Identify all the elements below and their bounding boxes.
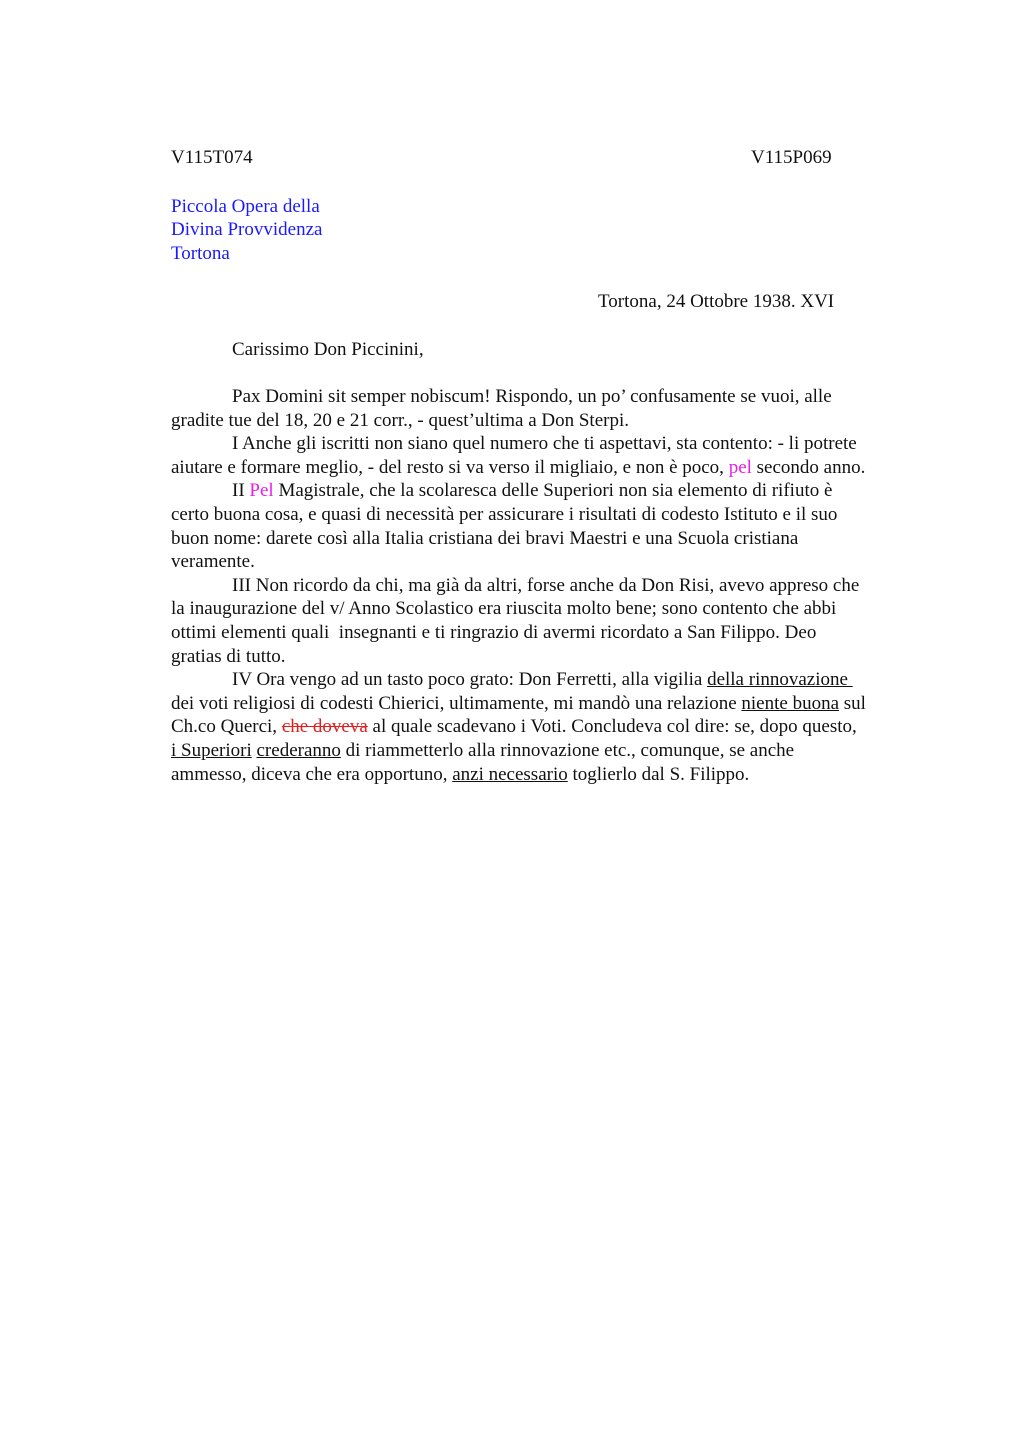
- body-line: Pax Domini sit semper nobiscum! Rispondo, un po’ confusamente se vuoi, alle: [232, 386, 832, 407]
- letterhead-line-1: Piccola Opera della: [171, 196, 320, 217]
- underlined-text: niente buona: [741, 692, 839, 714]
- body-text-segment: toglierlo dal S. Filippo.: [567, 763, 750, 785]
- body-line: III Non ricordo da chi, ma già da altri, forse anche da Don Risi, avevo appreso che: [232, 574, 860, 596]
- body-text-segment: IV Ora vengo ad un tasto poco grato: Don Ferretti, alla vigilia: [232, 669, 708, 691]
- dateline: Tortona, 24 Ottobre 1938. XVI: [598, 291, 835, 312]
- underlined-text: crederanno: [256, 739, 341, 761]
- body-line: I Anche gli iscritti non siano quel numero che ti aspettavi, sta contento: - li potrete: [232, 433, 857, 455]
- body-line: ottimi elementi quali insegnanti e ti ringrazio di avermi ricordato a San Filippo. Deo: [171, 621, 817, 643]
- underlined-text: della rinnovazione: [707, 669, 853, 691]
- body-line: [171, 763, 927, 787]
- underlined-text: i Superiori: [171, 739, 252, 761]
- body-line: veramente.: [171, 551, 255, 573]
- body-line: certo buona cosa, e quasi di necessità per assicurare i risultati di codesto Istituto e il suo: [171, 503, 838, 525]
- body-line: buon nome: darete così alla Italia cristiana dei bravi Maestri e una Scuola cristiana: [171, 527, 799, 549]
- salutation: Carissimo Don Piccinini,: [232, 339, 424, 360]
- body-text-segment: di riammetterlo alla rinnovazione etc., comunque, se anche: [340, 739, 795, 761]
- body-text-segment: Magistrale, che la scolaresca delle Superiori non sia elemento di rifiuto è: [273, 480, 833, 502]
- document-code-left: V115T074: [171, 147, 253, 168]
- body-text-segment: secondo anno.: [751, 456, 866, 478]
- letterhead-line-3: Tortona: [171, 243, 230, 264]
- body-text-segment: sul: [839, 692, 866, 714]
- underlined-text: anzi necessario: [452, 763, 568, 785]
- body-line: [171, 479, 927, 503]
- body-line: [171, 456, 927, 480]
- letter-body: [171, 385, 927, 786]
- body-line: gratias di tutto.: [171, 645, 286, 667]
- body-text-segment: ammesso, diceva che era opportuno,: [171, 763, 453, 785]
- highlighted-word: Pel: [249, 480, 274, 502]
- body-text-segment: al quale scadevano i Voti. Concludeva col dire: se, dopo questo,: [367, 716, 857, 738]
- body-line: [171, 715, 927, 739]
- body-line: [171, 739, 927, 763]
- document-code-right: V115P069: [751, 147, 832, 168]
- body-text-segment: II: [232, 480, 250, 502]
- body-text-segment: Ch.co Querci,: [171, 716, 282, 738]
- body-line: [171, 692, 927, 716]
- body-text-segment: dei voti religiosi di codesti Chierici, ultimamente, mi mandò una relazione: [171, 692, 742, 714]
- highlighted-word: pel: [728, 456, 752, 478]
- body-line: la inaugurazione del v/ Anno Scolastico era riuscita molto bene; sono contento che abbi: [171, 598, 837, 620]
- letterhead-line-2: Divina Provvidenza: [171, 219, 323, 240]
- struck-through-text: che doveva: [281, 716, 368, 738]
- body-text-segment: aiutare e formare meglio, - del resto si va verso il migliaio, e non è poco,: [171, 456, 729, 478]
- body-line: gradite tue del 18, 20 e 21 corr., - quest’ultima a Don Sterpi.: [171, 409, 629, 431]
- body-line: [171, 668, 927, 692]
